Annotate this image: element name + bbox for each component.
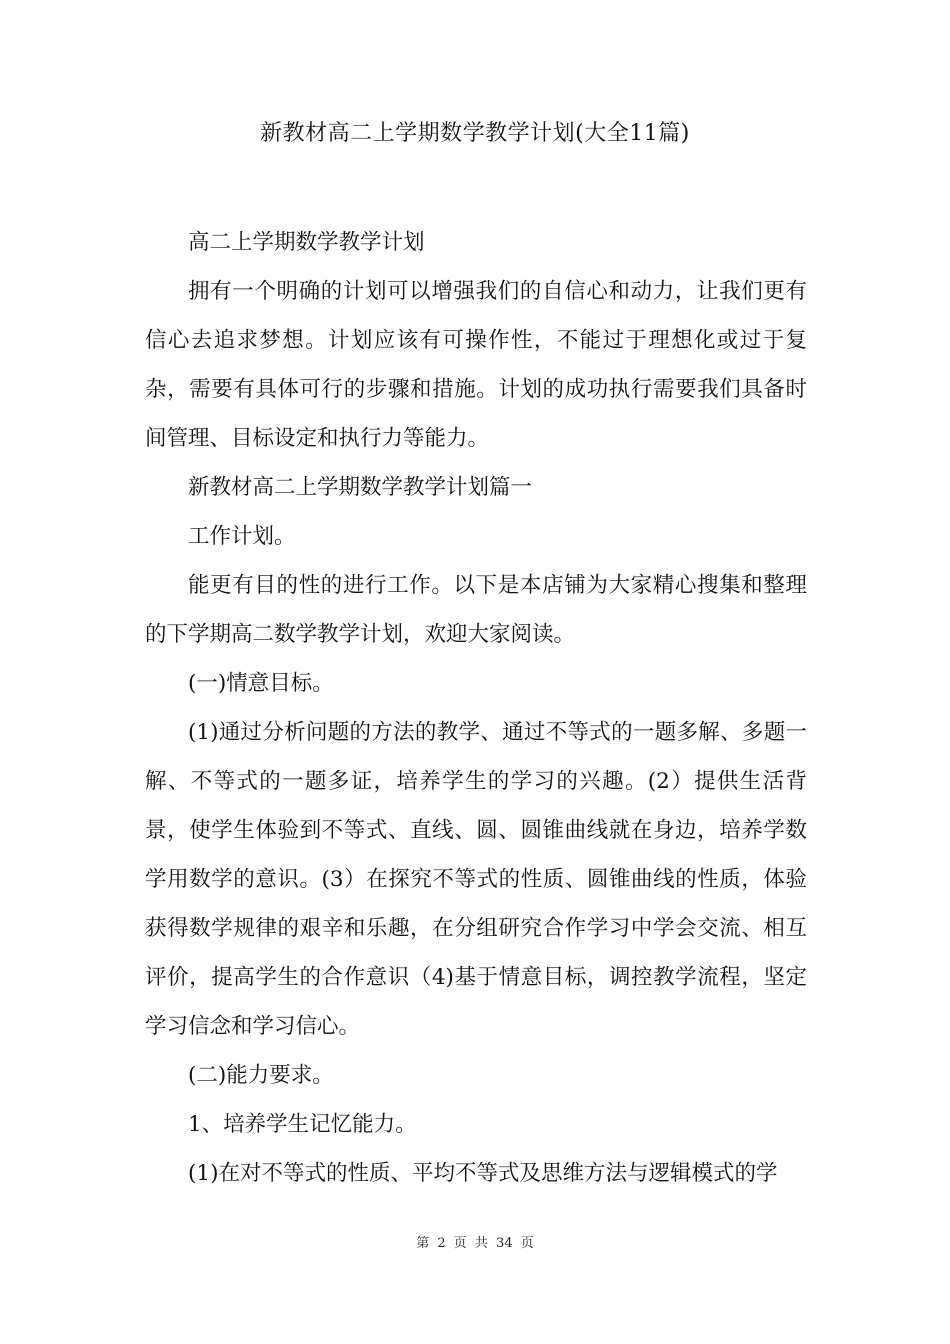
body-paragraph: 拥有一个明确的计划可以增强我们的自信心和动力，让我们更有信心去追求梦想。计划应该有可操作性，不能过于理想化或过于复杂，需要有具体可行的步骤和措施。计划的成功执行需要我们具备时间管理、目标设定和执行力等能力。 bbox=[145, 279, 807, 451]
page-number-footer: 第 2 页 共 34 页 bbox=[416, 1236, 534, 1251]
document-title: 新教材高二上学期数学教学计划(大全11篇) bbox=[260, 121, 690, 146]
subsection-heading: (二)能力要求。 bbox=[188, 1063, 334, 1088]
body-paragraph: (1)通过分析问题的方法的教学、通过不等式的一题多解、多题一解、不等式的一题多证，培养学生的学习的兴趣。(2）提供生活背景，使学生体验到不等式、直线、圆、圆锥曲线就在身边，培养学数学用数学的意识。(3）在探究不等式的性质、圆锥曲线的性质，体验获得数学规律的艰辛和乐趣，在分组研究合作学习中学会交流、相互评价，提高学生的合作意识（4)基于情意目标，调控教学流程，坚定学习信念和学习信心。 bbox=[145, 720, 807, 1039]
body-paragraph: 工作计划。 bbox=[188, 524, 296, 549]
body-paragraph: (1)在对不等式的性质、平均不等式及思维方法与逻辑模式的学 bbox=[188, 1161, 778, 1186]
document-body bbox=[145, 218, 807, 1198]
list-item: 1、培养学生记忆能力。 bbox=[188, 1112, 417, 1137]
subsection-heading: (一)情意目标。 bbox=[188, 671, 334, 696]
body-paragraph: 能更有目的性的进行工作。以下是本店铺为大家精心搜集和整理的下学期高二数学教学计划，欢迎大家阅读。 bbox=[145, 573, 807, 647]
section-heading: 新教材高二上学期数学教学计划篇一 bbox=[188, 475, 533, 500]
section-heading: 高二上学期数学教学计划 bbox=[188, 230, 425, 255]
